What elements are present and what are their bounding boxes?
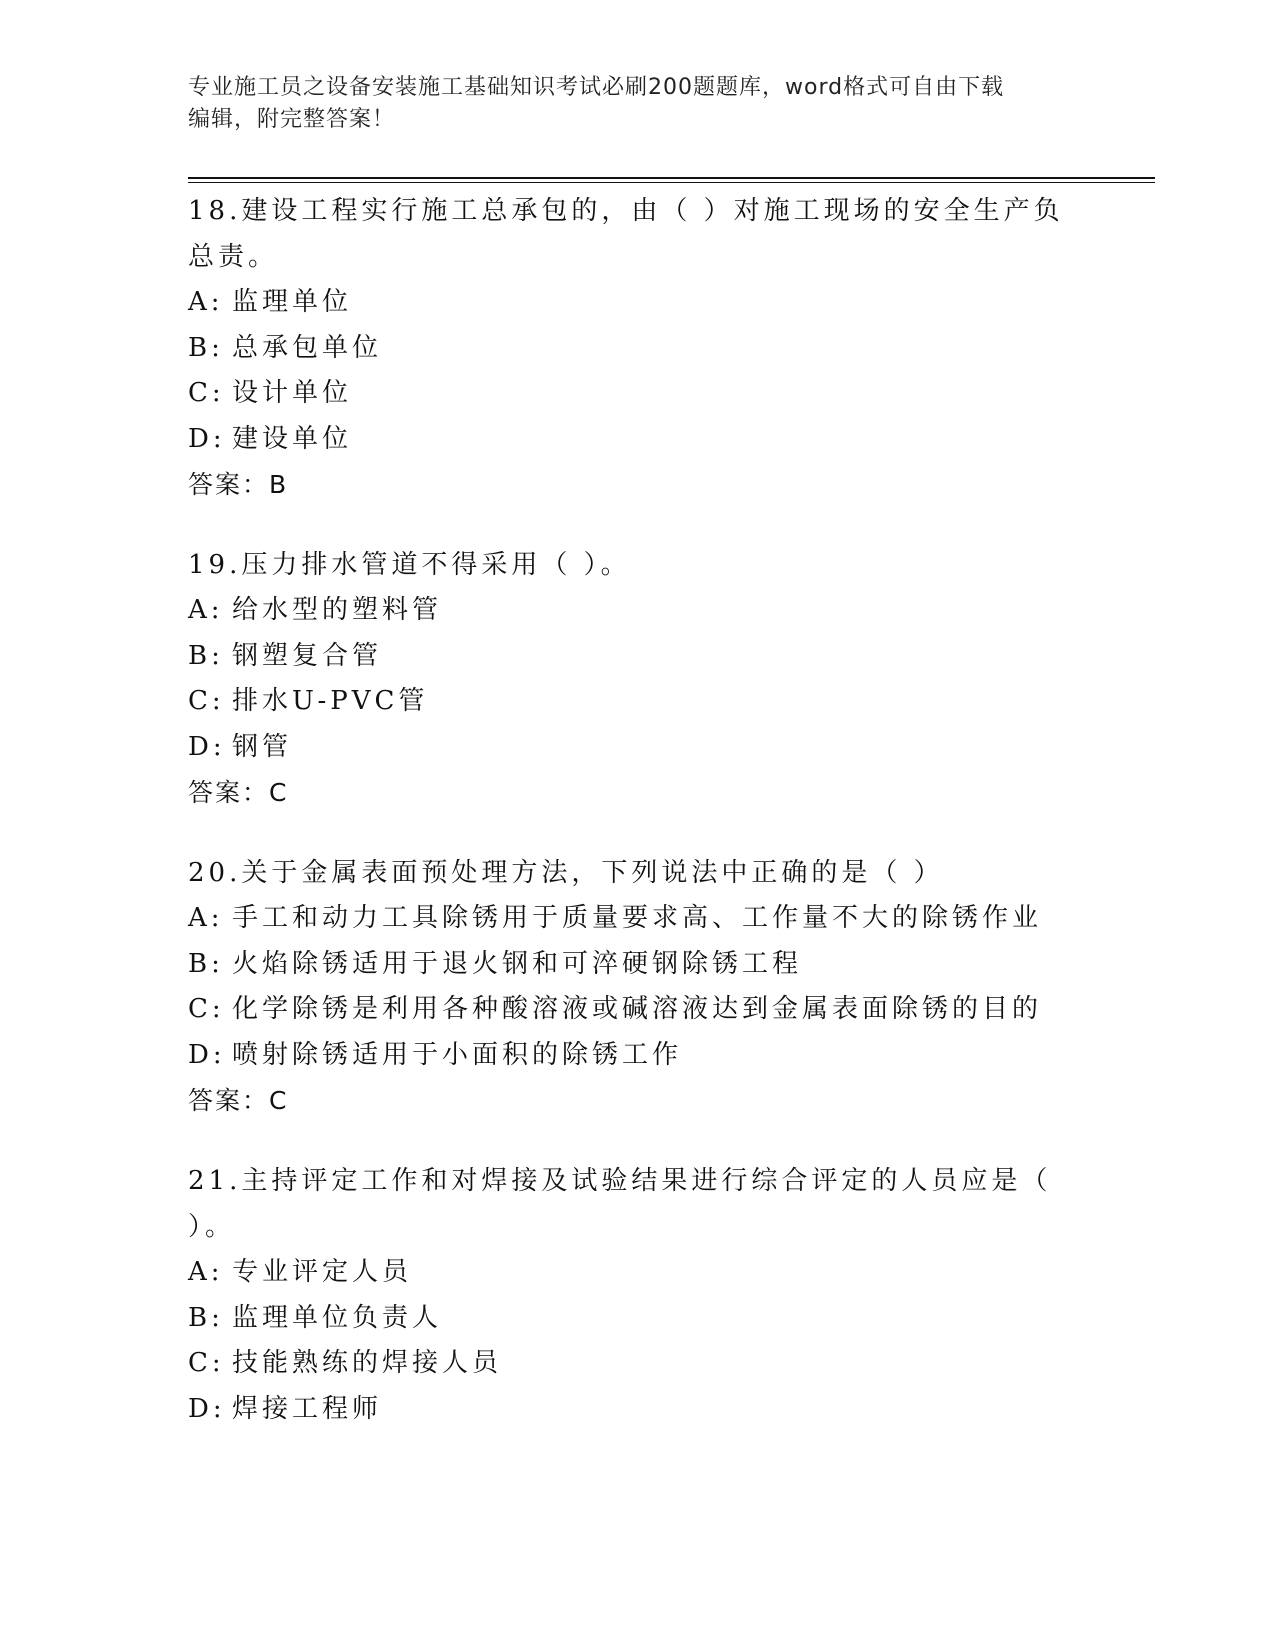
option-text: 给水型的塑料管 <box>232 595 443 625</box>
question-text: 20.关于金属表面预处理方法，下列说法中正确的是（ ） <box>188 858 944 888</box>
option-d <box>188 725 1088 771</box>
option-key: B: <box>188 640 224 671</box>
option-key: A: <box>188 287 224 317</box>
option-key: B: <box>188 1302 224 1333</box>
option-a <box>188 896 1088 942</box>
option-b <box>188 942 1088 988</box>
header-divider-thick <box>188 177 1155 179</box>
option-text: 焊接工程师 <box>232 1393 383 1424</box>
option-c <box>188 371 1088 417</box>
option-text: 建设单位 <box>232 423 353 454</box>
option-text: 设计单位 <box>232 378 353 408</box>
question-text: 19.压力排水管道不得采用（ ）。 <box>188 550 631 580</box>
question-text: 18.建设工程实行施工总承包的，由（ ）对施工现场的安全生产负总责。 <box>188 196 1064 272</box>
option-text: 技能熟练的焊接人员 <box>232 1348 503 1378</box>
option-text: 火焰除锈适用于退火钢和可淬硬钢除锈工程 <box>232 948 803 979</box>
header-divider-thin <box>188 182 1155 183</box>
option-text: 钢塑复合管 <box>232 640 383 671</box>
option-key: A: <box>188 595 224 625</box>
option-key: B: <box>188 948 224 979</box>
question-18 <box>188 188 1088 508</box>
question-list <box>188 188 1088 1466</box>
option-text: 监理单位负责人 <box>232 1302 443 1333</box>
option-key: C: <box>188 1348 225 1378</box>
question-text: 21.主持评定工作和对焊接及试验结果进行综合评定的人员应是（ ）。 <box>188 1166 1052 1242</box>
option-key: C: <box>188 686 225 716</box>
option-key: D: <box>188 423 226 454</box>
option-d <box>188 1387 1088 1433</box>
option-key: C: <box>188 994 225 1024</box>
option-key: B: <box>188 332 224 363</box>
option-key: D: <box>188 731 226 762</box>
option-d <box>188 1033 1088 1079</box>
option-a <box>188 588 1088 634</box>
option-d <box>188 417 1088 463</box>
option-text: 监理单位 <box>232 287 353 317</box>
option-b <box>188 1296 1088 1342</box>
option-text: 专业评定人员 <box>232 1257 413 1287</box>
answer-line: 答案：C <box>188 1086 289 1115</box>
option-a <box>188 1250 1088 1296</box>
option-key: D: <box>188 1393 226 1424</box>
option-text: 化学除锈是利用各种酸溶液或碱溶液达到金属表面除锈的目的 <box>232 994 1043 1024</box>
option-key: D: <box>188 1039 226 1070</box>
option-b <box>188 634 1088 680</box>
option-key: C: <box>188 378 225 408</box>
option-c <box>188 1341 1088 1387</box>
option-key: A: <box>188 903 224 933</box>
option-key: A: <box>188 1257 224 1287</box>
option-text: 总承包单位 <box>232 332 383 363</box>
option-text: 喷射除锈适用于小面积的除锈工作 <box>232 1039 683 1070</box>
option-text: 排水U-PVC管 <box>232 686 429 716</box>
option-b <box>188 326 1088 372</box>
document-header <box>188 72 1078 136</box>
option-text: 手工和动力工具除锈用于质量要求高、工作量不大的除锈作业 <box>232 903 1043 933</box>
header-line-2: 编辑，附完整答案！ <box>188 107 396 132</box>
option-c <box>188 679 1088 725</box>
answer-line: 答案：C <box>188 778 289 807</box>
header-line-1: 专业施工员之设备安装施工基础知识考试必刷200题题库，word格式可自由下载 <box>188 75 1005 100</box>
question-19 <box>188 542 1088 816</box>
question-21 <box>188 1158 1088 1432</box>
question-20 <box>188 850 1088 1124</box>
option-a <box>188 280 1088 326</box>
answer-line: 答案：B <box>188 470 289 499</box>
option-c <box>188 987 1088 1033</box>
option-text: 钢管 <box>232 731 293 762</box>
